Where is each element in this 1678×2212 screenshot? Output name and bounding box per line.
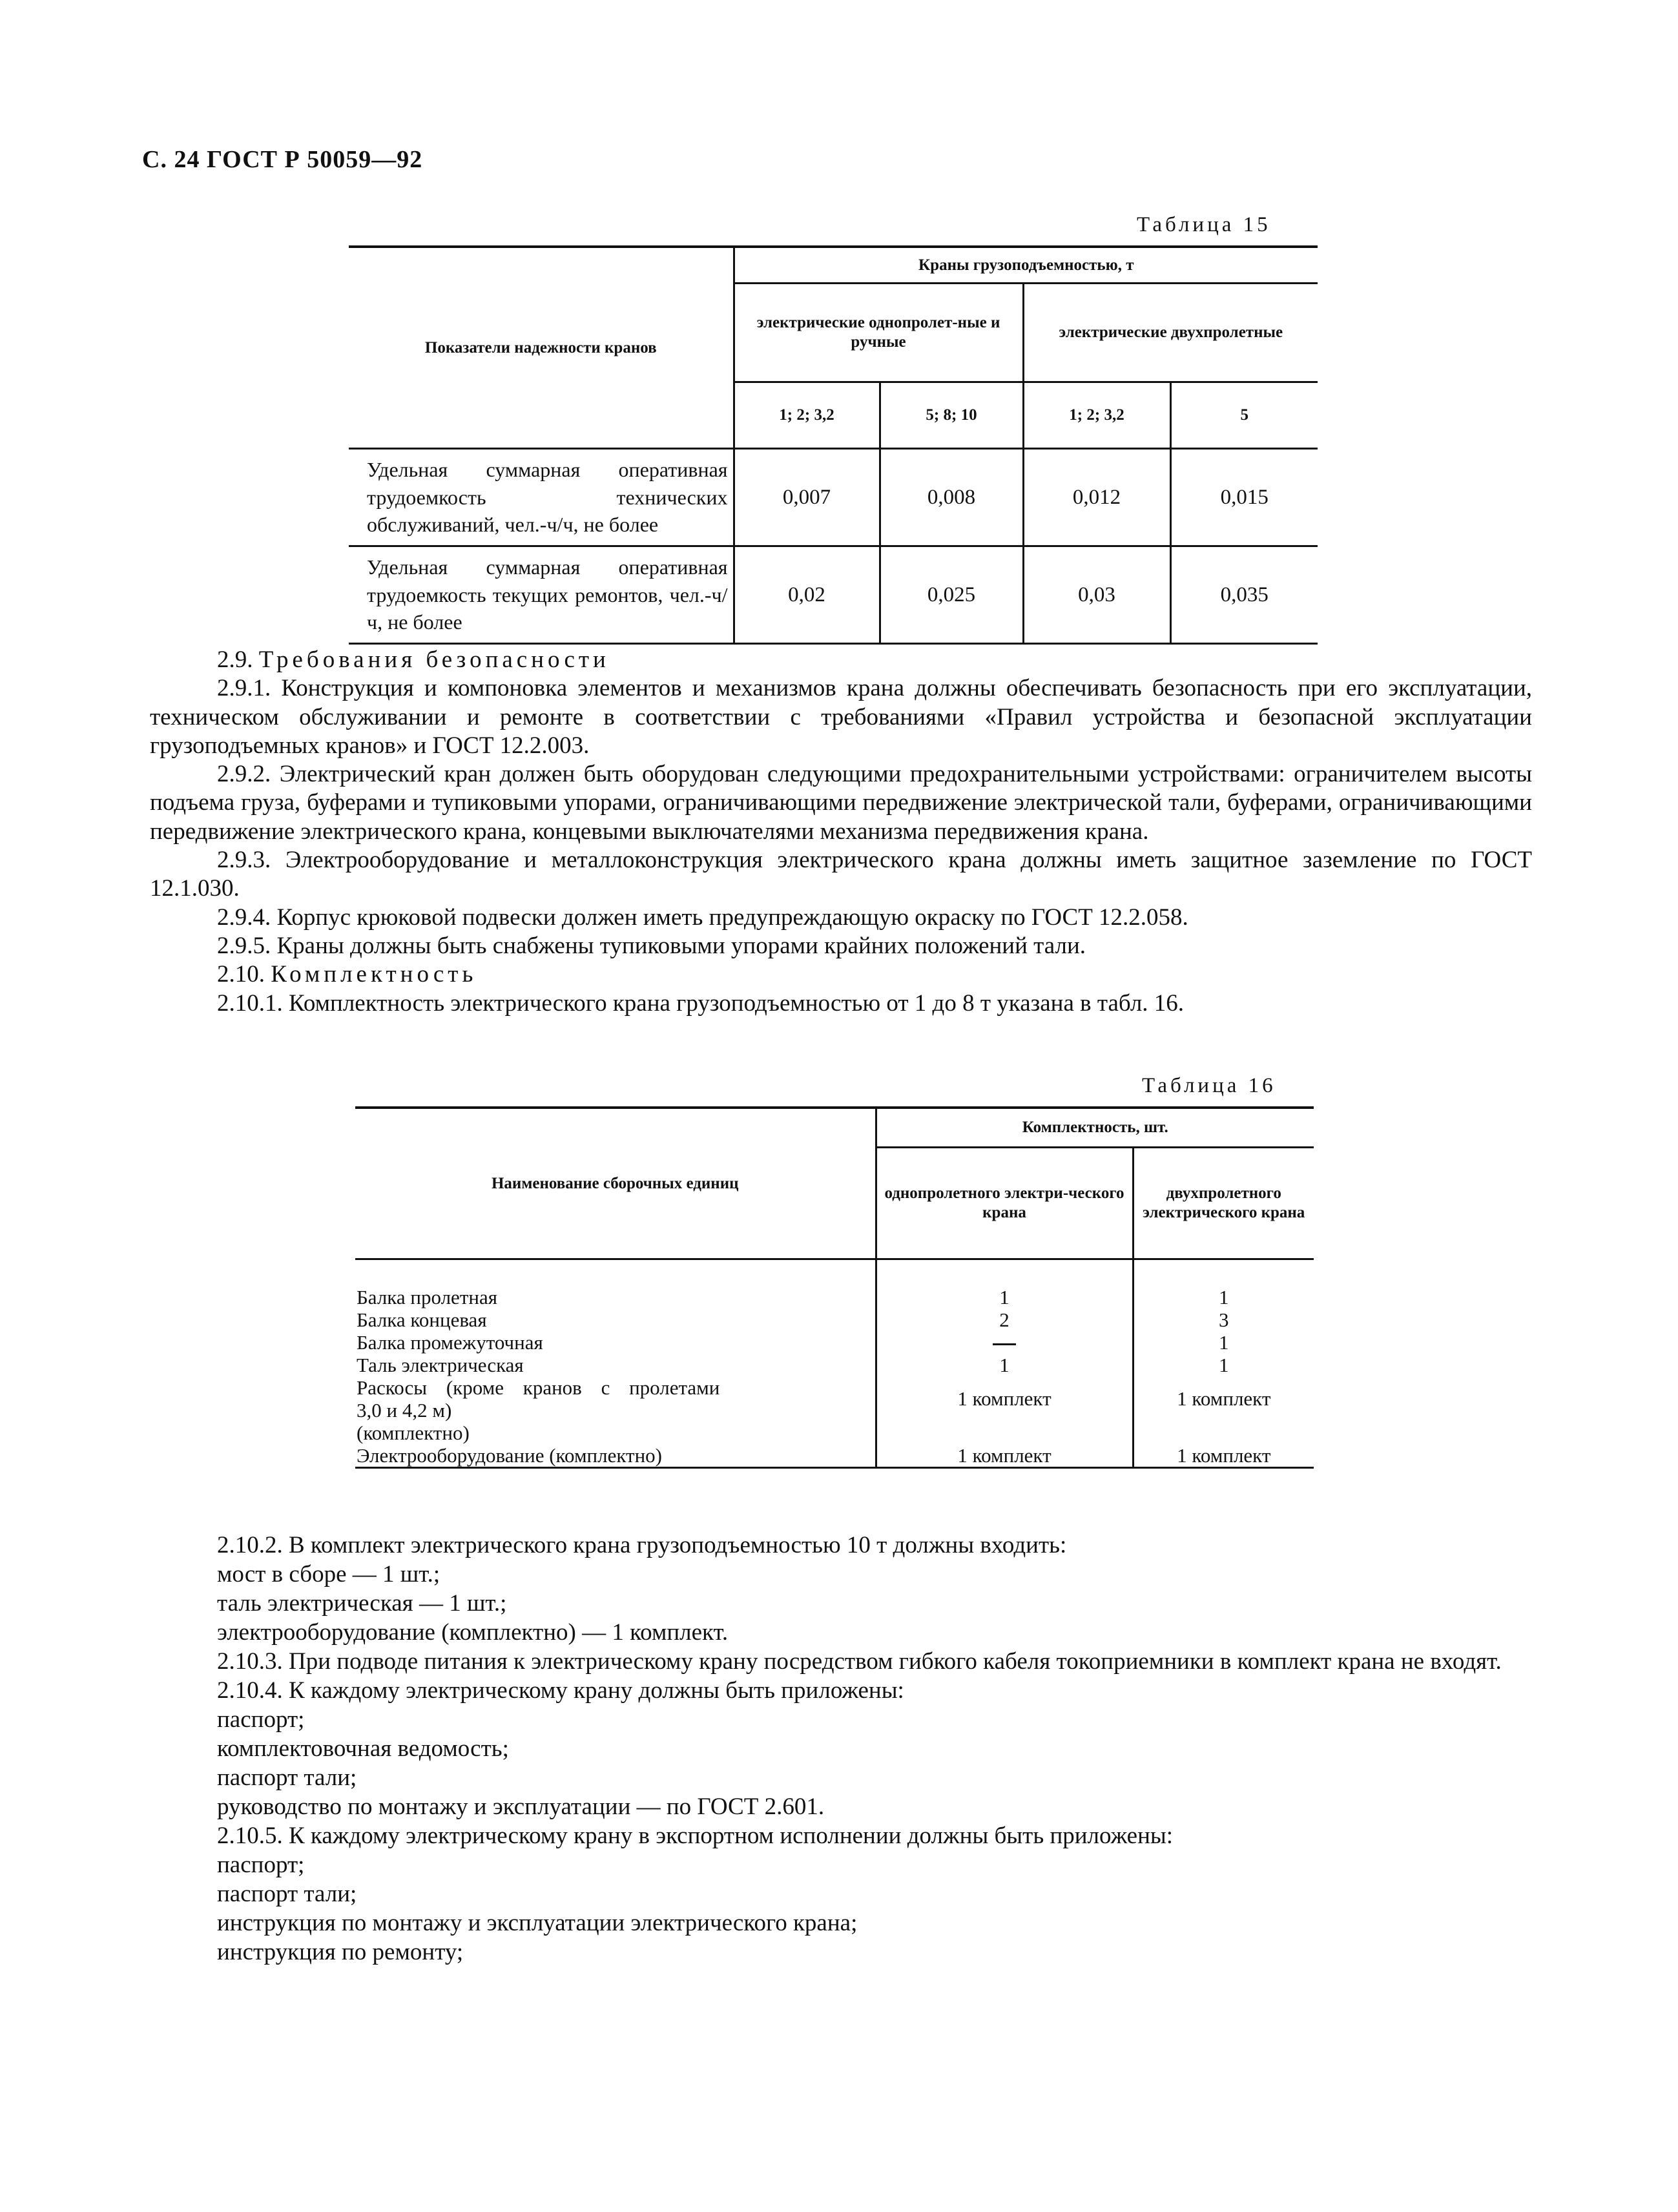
table-15-cell: 0,02 (734, 546, 880, 644)
table-16-cell-dash (877, 1331, 1132, 1354)
dash-mark (993, 1343, 1016, 1345)
table-16-cell: 1 комплект (1177, 1387, 1271, 1410)
table-15 (349, 245, 1318, 645)
list-item: паспорт; (217, 1706, 305, 1733)
table-15-cell: 0,007 (734, 449, 880, 546)
list-item: мост в сборе — 1 шт.; (217, 1561, 440, 1587)
table-15-row-name: Удельная суммарная оперативная трудоемкость технических обслуживаний, чел.-ч/ч, не более (349, 449, 734, 546)
list-item: инструкция по монтажу и эксплуатации электрического крана; (217, 1910, 858, 1936)
table-16-col-single: однопролетного электри-ческого крана (876, 1148, 1133, 1259)
table-16-cell: 1 (999, 1286, 1010, 1308)
table-16-row-name: Балка пролетная (357, 1286, 497, 1308)
table-15-capacity: 5; 8; 10 (880, 382, 1023, 449)
section-heading (150, 646, 1532, 674)
table-16-col-name: Наименование сборочных единиц (355, 1108, 876, 1259)
paragraph: 2.9.3. Электрооборудование и металлоконструкция электрического крана должны иметь защитное заземление по ГОСТ 12.1.030. (150, 847, 1532, 902)
paragraph: 2.10.1. Комплектность электрического крана грузоподъемностью от 1 до 8 т указана в табл. 16. (217, 989, 1185, 1017)
list-item: паспорт тали; (217, 1764, 357, 1791)
table-16-cell: 2 (999, 1308, 1010, 1331)
raskosy-line-1: Раскосы (кроме кранов с пролетами (357, 1376, 720, 1399)
table-15-capacity: 1; 2; 3,2 (734, 382, 880, 449)
table-16-names (355, 1259, 876, 1468)
list-item: электрооборудование (комплектно) — 1 комплект. (217, 1619, 729, 1646)
section-number: 2.9. (217, 646, 253, 673)
section-title: Требования безопасности (258, 646, 610, 673)
table-16-cell: 1 комплект (957, 1387, 1051, 1410)
table-15-cell: 0,012 (1023, 449, 1170, 546)
section-title: Комплектность (271, 961, 477, 988)
table-15-sub-header-single: электрические однопролет-ные и ручные (734, 284, 1023, 382)
table-16 (355, 1106, 1314, 1469)
table-15-capacity: 1; 2; 3,2 (1023, 382, 1170, 449)
table-16-cell: 1 комплект (1177, 1444, 1271, 1467)
table-15-cell: 0,03 (1023, 546, 1170, 644)
table-15-row-name: Удельная суммарная оперативная трудоемкость текущих ремонтов, чел.-ч/ч, не более (349, 546, 734, 644)
table-16-col-double: двухпролетного электрического крана (1133, 1148, 1314, 1259)
table-16-cell: 3 (1219, 1308, 1229, 1331)
table-16-row-name: Балка промежуточная (357, 1331, 543, 1354)
paragraph: 2.9.2. Электрический кран должен быть оборудован следующими предохранительными устройствами: ограничителем высоты подъема груза, буферами и тупиковыми упорами, ограничивающими передвижение электрической тали, буферами, ограничивающими передвижение электрического крана, концевыми выключателями механизма передвижения крана. (150, 761, 1532, 845)
table-16-cell: 1 (1219, 1331, 1229, 1354)
table-15-sub-header-double: электрические двухпролетные (1023, 284, 1318, 382)
section-2-9 (150, 646, 1532, 1018)
list-item: таль электрическая — 1 шт.; (217, 1590, 507, 1617)
table-16-row-name-cont: 3,0 и 4,2 м) (357, 1399, 452, 1421)
table-16-row-name-cont: (комплектно) (357, 1421, 470, 1444)
paragraph: 2.9.4. Корпус крюковой подвески должен иметь предупреждающую окраску по ГОСТ 12.2.058. (217, 904, 1188, 931)
table-15-group-header: Краны грузоподъемностью, т (734, 247, 1318, 284)
table-16-row-name: Таль электрическая (357, 1354, 524, 1376)
table-16-cell: 1 (1219, 1354, 1229, 1376)
paragraph: 2.9.5. Краны должны быть снабжены тупиковыми упорами крайних положений тали. (217, 932, 1086, 959)
table-16-cell: 1 (999, 1354, 1010, 1376)
table-15-capacity: 5 (1170, 382, 1318, 449)
table-16-col-single-values (876, 1259, 1133, 1468)
list-item: паспорт; (217, 1852, 305, 1878)
table-16-row-name (355, 1376, 796, 1399)
table-15-caption: Таблица 15 (1137, 213, 1271, 236)
table-15-cell: 0,025 (880, 546, 1023, 644)
table-16-cell: 1 комплект (957, 1444, 1051, 1467)
paragraph: 2.9.1. Конструкция и компоновка элементов и механизмов крана должны обеспечивать безопасность при его эксплуатации, техническом обслуживании и ремонте в соответствии с требованиями «Правил устройства и безопасной эксплуатации грузоподъемных кранов» и ГОСТ 12.2.003. (150, 675, 1532, 759)
list-item: комплектовочная ведомость; (217, 1735, 509, 1762)
table-16-row-name: Электрооборудование (комплектно) (357, 1444, 662, 1467)
table-15-cell: 0,008 (880, 449, 1023, 546)
table-16-cell: 1 (1219, 1286, 1229, 1308)
list-item: инструкция по ремонту; (217, 1939, 464, 1965)
table-16-spacer (1134, 1432, 1314, 1444)
section-heading (150, 960, 1532, 989)
table-16-row-name: Балка концевая (357, 1308, 487, 1331)
section-number: 2.10. (217, 961, 265, 988)
list-item: руководство по монтажу и эксплуатации — по ГОСТ 2.601. (217, 1793, 825, 1820)
table-15-cell: 0,015 (1170, 449, 1318, 546)
paragraph: 2.10.3. При подводе питания к электрическому крану посредством гибкого кабеля токоприемники в комплект крана не входят. (217, 1648, 1502, 1675)
table-row (349, 449, 1318, 546)
table-16-spacer (1134, 1410, 1314, 1432)
table-16-col-double-values (1133, 1259, 1314, 1468)
paragraph: 2.10.4. К каждому электрическому крану должны быть приложены: (217, 1677, 904, 1704)
table-row (349, 546, 1318, 644)
table-16-caption: Таблица 16 (1142, 1074, 1276, 1097)
table-15-col-name: Показатели надежности кранов (349, 247, 734, 449)
table-16-spacer (877, 1410, 1132, 1432)
paragraph: 2.10.5. К каждому электрическому крану в экспортном исполнении должны быть приложены: (217, 1823, 1174, 1849)
table-15-cell: 0,035 (1220, 583, 1269, 606)
section-2-10-cont (150, 1531, 1532, 1967)
table-16-group-header: Комплектность, шт. (876, 1108, 1314, 1148)
list-item: паспорт тали; (217, 1881, 357, 1907)
page-header: С. 24 ГОСТ Р 50059—92 (142, 146, 423, 173)
paragraph: 2.10.2. В комплект электрического крана грузоподъемностью 10 т должны входить: (217, 1532, 1067, 1558)
table-16-spacer (877, 1432, 1132, 1444)
